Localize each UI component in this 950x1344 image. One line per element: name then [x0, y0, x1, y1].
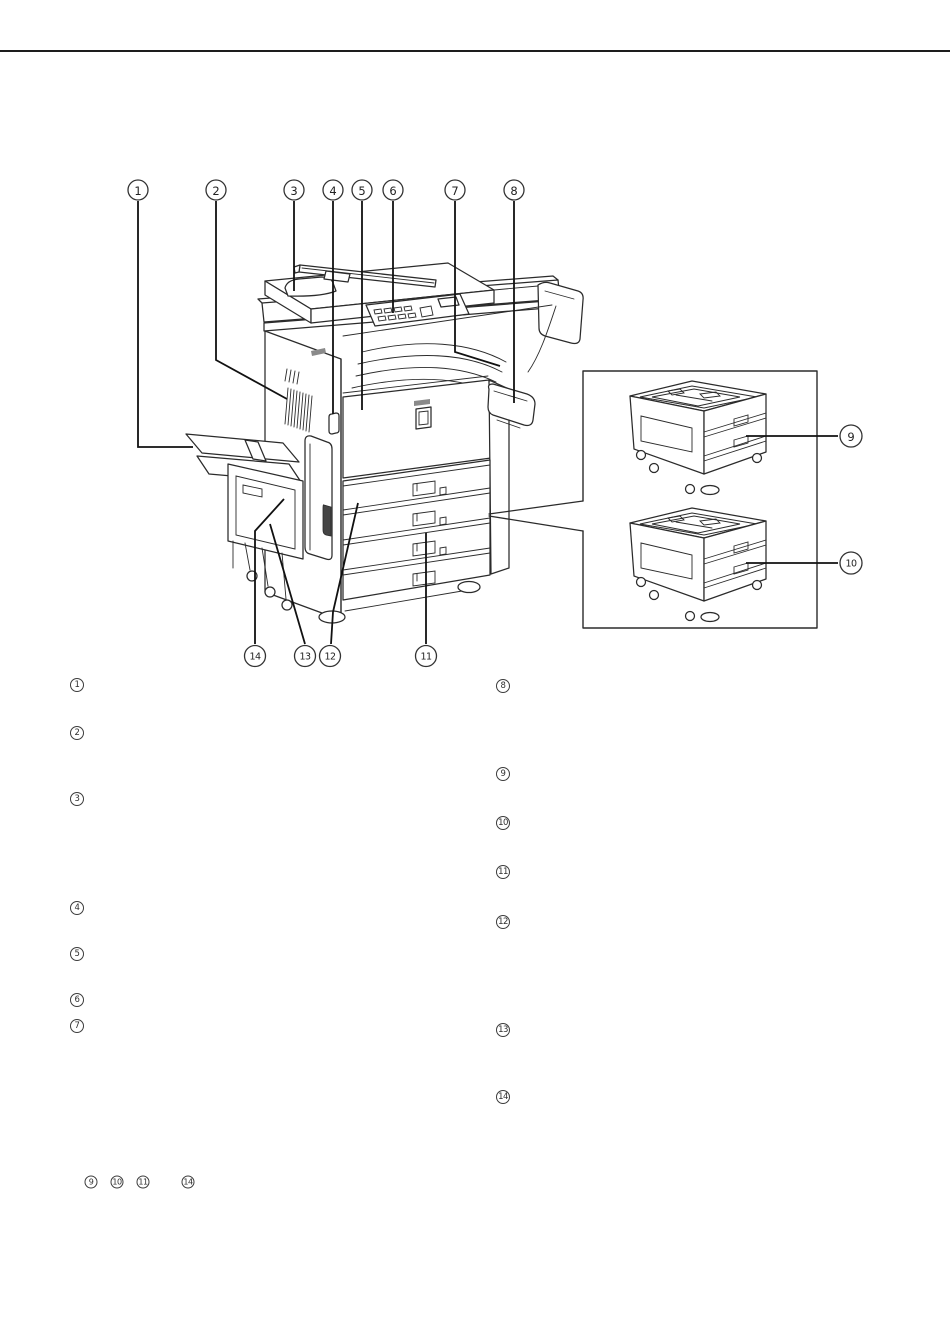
- callout-1: [128, 180, 148, 200]
- callout-6: [383, 180, 403, 200]
- callout-8: [504, 180, 524, 200]
- callout-11: [416, 646, 437, 667]
- list-item-number-5: 5: [70, 947, 84, 961]
- callout-2-label: 2: [212, 184, 220, 198]
- scanner-hinge-cover: [538, 282, 583, 343]
- callout-4: [323, 180, 343, 200]
- list-item-number-6: 6: [70, 993, 84, 1007]
- callout-5: [352, 180, 372, 200]
- footnote-ref-11: 11: [137, 1176, 150, 1189]
- power-switch: [329, 413, 339, 434]
- callout-8-label: 8: [510, 184, 518, 198]
- list-item-number-14: 14: [496, 1090, 510, 1104]
- list-item-number-9: 9: [496, 767, 510, 781]
- list-item-number-11: 11: [496, 865, 510, 879]
- callout-14-label: 14: [249, 651, 261, 663]
- footnote-ref-14: 14: [182, 1176, 195, 1189]
- side-unit-handle: [323, 505, 331, 536]
- list-item-number-1: 1: [70, 678, 84, 692]
- front-right-foot: [458, 582, 480, 593]
- callout-10-label: 10: [845, 558, 857, 570]
- list-item-number-7: 7: [70, 1019, 84, 1033]
- side-unit-body: [228, 464, 303, 559]
- leader-1: [138, 201, 193, 447]
- footnote-ref-10: 10: [111, 1176, 124, 1189]
- callout-9-label: 9: [847, 430, 855, 444]
- callout-3-label: 3: [290, 184, 298, 198]
- list-item-number-10: 10: [496, 816, 510, 830]
- list-item-number-4: 4: [70, 901, 84, 915]
- front-cover-handle: [416, 407, 431, 429]
- callout-6-label: 6: [389, 184, 397, 198]
- callout-7: [445, 180, 465, 200]
- optional-unit-lower: [630, 508, 766, 622]
- callout-12: [320, 646, 341, 667]
- callout-11-label: 11: [420, 651, 432, 663]
- callout-13: [295, 646, 316, 667]
- footnote-ref-9: 9: [85, 1176, 98, 1189]
- callout-2: [206, 180, 226, 200]
- callout-5-label: 5: [358, 184, 366, 198]
- callout-3: [284, 180, 304, 200]
- callout-4-label: 4: [329, 184, 337, 198]
- list-item-number-2: 2: [70, 726, 84, 740]
- callout-1-label: 1: [134, 184, 142, 198]
- side-unit-column: [305, 436, 332, 560]
- copier-illustration: [186, 263, 583, 623]
- list-item-number-8: 8: [496, 679, 510, 693]
- callout-13-label: 13: [299, 651, 311, 663]
- list-item-number-12: 12: [496, 915, 510, 929]
- paper-drawers: [343, 460, 490, 600]
- callout-7-label: 7: [451, 184, 459, 198]
- callout-12-label: 12: [324, 651, 336, 663]
- list-item-number-13: 13: [496, 1023, 510, 1037]
- callout-10: [840, 552, 862, 574]
- callout-9: [840, 425, 862, 447]
- optional-units-panel: [489, 371, 817, 628]
- callout-14: [245, 646, 266, 667]
- list-item-number-3: 3: [70, 792, 84, 806]
- optional-unit-upper: [630, 381, 766, 495]
